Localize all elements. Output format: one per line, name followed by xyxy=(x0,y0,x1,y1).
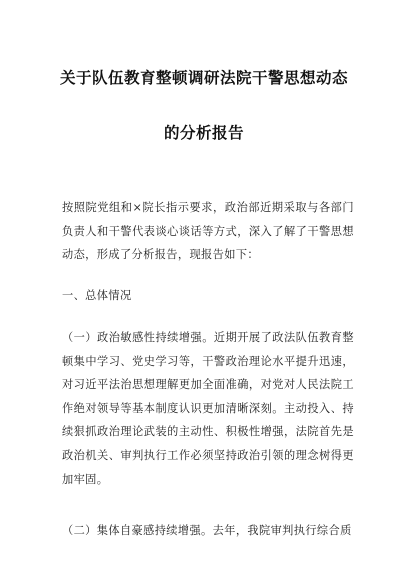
paragraph-political-sensitivity: （一）政治敏感性持续增强。近期开展了政法队伍教育整顿集中学习、党史学习等，干警政治理论水平提升迅速，对习近平法治思想理解更加全面准确，对党对人民法院工作绝对领导等基本制度认识更加清晰深刻。主动投入、持续狠抓政治理论武装的主动性、积极性增强，法院首先是政治机关、审判执行工作必须坚持政治引领的理念树得更加牢固。 xyxy=(62,331,354,486)
paragraph-collective-pride: （二）集体自豪感持续增强。去年，我院审判执行综合质 xyxy=(62,524,352,537)
section-heading: 一、总体情况 xyxy=(62,289,132,302)
document-title-line-2: 的分析报告 xyxy=(163,124,244,142)
intro-paragraph: 按照院党组和×院长指示要求，政治部近期采取与各部门负责人和干警代表谈心谈话等方式，深入了解了干警思想动态，形成了分析报告，现报告如下： xyxy=(62,201,354,262)
document-title-line-1: 关于队伍教育整顿调研法院干警思想动态 xyxy=(59,69,348,87)
